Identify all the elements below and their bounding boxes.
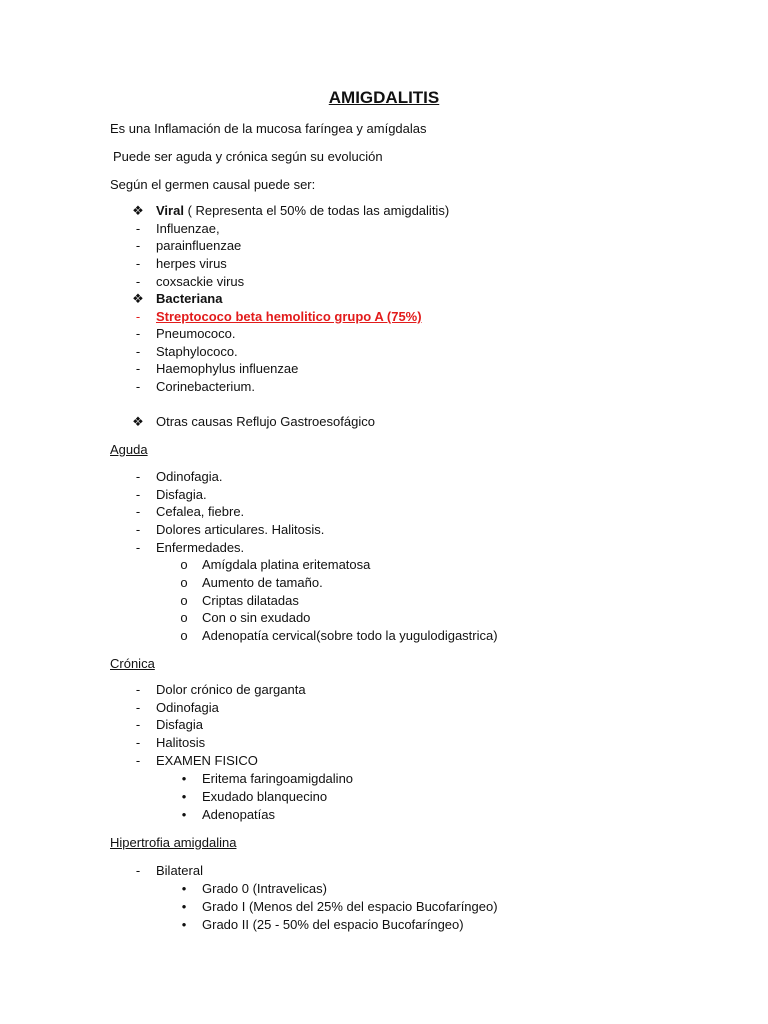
- list-item-text: Staphylococo.: [156, 344, 238, 359]
- circle-bullet-icon: o: [180, 575, 188, 590]
- circle-bullet-icon: o: [180, 593, 188, 608]
- bullet-icon: •: [181, 881, 187, 896]
- diamond-bullet-icon: ❖: [132, 414, 144, 429]
- sub-list-item-text: Eritema faringoamigdalino: [202, 771, 354, 786]
- dash-bullet-icon: -: [135, 274, 141, 289]
- bullet-icon: •: [181, 899, 187, 914]
- list-item-text: Dolores articulares. Halitosis.: [156, 522, 325, 537]
- dash-bullet-icon: -: [135, 469, 141, 484]
- list-item-text: Disfagia: [156, 717, 203, 732]
- list-item-text: Halitosis: [156, 735, 206, 750]
- list-item-text: Cefalea, fiebre.: [156, 504, 245, 519]
- list-item-text: Enfermedades.: [156, 540, 245, 555]
- intro-line-1: Es una Inflamación de la mucosa faríngea y amígdalas: [110, 121, 427, 136]
- intro-line-3: Según el germen causal puede ser:: [110, 177, 316, 192]
- list-item-text: Haemophylus influenzae: [156, 361, 299, 376]
- dash-bullet-icon: -: [135, 540, 141, 555]
- diamond-bullet-icon: ❖: [132, 203, 144, 218]
- highlighted-text: Streptococo beta hemolitico grupo A (75%): [156, 309, 422, 324]
- sub-list-item-text: Criptas dilatadas: [202, 593, 299, 608]
- section-heading-hipertrofia: Hipertrofia amigdalina: [110, 835, 237, 850]
- sub-list-item-text: Con o sin exudado: [202, 610, 311, 625]
- sub-list-item-text: Exudado blanquecino: [202, 789, 328, 804]
- dash-bullet-icon: -: [135, 682, 141, 697]
- section-heading-cronica: Crónica: [110, 656, 155, 671]
- list-item-text: Bilateral: [156, 863, 203, 878]
- list-item-text: Odinofagia: [156, 700, 219, 715]
- dash-bullet-icon: -: [135, 238, 141, 253]
- dash-bullet-icon: -: [135, 717, 141, 732]
- dash-bullet-icon: -: [135, 256, 141, 271]
- dash-bullet-icon: -: [135, 522, 141, 537]
- list-item-text: coxsackie virus: [156, 274, 245, 289]
- sub-list-item-text: Grado I (Menos del 25% del espacio Bucofaríngeo): [202, 899, 498, 914]
- sub-list-item-text: Adenopatía cervical(sobre todo la yugulodigastrica): [202, 628, 498, 643]
- sub-list-item-text: Grado II (25 - 50% del espacio Bucofaríngeo): [202, 917, 464, 932]
- dash-bullet-icon: -: [135, 735, 141, 750]
- dash-bullet-icon: -: [135, 221, 141, 236]
- dash-bullet-icon: -: [135, 700, 141, 715]
- intro-line-2: Puede ser aguda y crónica según su evolución: [113, 149, 383, 164]
- list-item-text: Dolor crónico de garganta: [156, 682, 306, 697]
- dash-bullet-icon: -: [135, 361, 141, 376]
- dash-bullet-icon: -: [135, 309, 141, 324]
- list-item-text: EXAMEN FISICO: [156, 753, 258, 768]
- dash-bullet-icon: -: [135, 504, 141, 519]
- list-item-text: Pneumococo.: [156, 326, 236, 341]
- list-item-text: Otras causas Reflujo Gastroesofágico: [156, 414, 375, 429]
- list-item-text: parainfluenzae: [156, 238, 242, 253]
- list-item-text: Influenzae,: [156, 221, 220, 236]
- list-item-text: herpes virus: [156, 256, 227, 271]
- dash-bullet-icon: -: [135, 344, 141, 359]
- list-item-text: Odinofagia.: [156, 469, 223, 484]
- list-item-text: Disfagia.: [156, 487, 207, 502]
- dash-bullet-icon: -: [135, 487, 141, 502]
- dash-bullet-icon: -: [135, 379, 141, 394]
- circle-bullet-icon: o: [180, 610, 188, 625]
- section-heading-aguda: Aguda: [110, 442, 148, 457]
- circle-bullet-icon: o: [180, 628, 188, 643]
- dash-bullet-icon: -: [135, 326, 141, 341]
- bullet-icon: •: [181, 807, 187, 822]
- bullet-icon: •: [181, 789, 187, 804]
- viral-label: Viral: [156, 203, 184, 218]
- diamond-bullet-icon: ❖: [132, 291, 144, 306]
- bullet-icon: •: [181, 917, 187, 932]
- bacterial-label: Bacteriana: [156, 291, 223, 306]
- list-item-text: Corinebacterium.: [156, 379, 255, 394]
- sub-list-item-text: Amígdala platina eritematosa: [202, 557, 371, 572]
- viral-description: ( Representa el 50% de todas las amigdalitis): [183, 203, 450, 218]
- bullet-icon: •: [181, 771, 187, 786]
- sub-list-item-text: Grado 0 (Intravelicas): [202, 881, 327, 896]
- document-title: AMIGDALITIS: [328, 88, 440, 107]
- circle-bullet-icon: o: [180, 557, 188, 572]
- dash-bullet-icon: -: [135, 863, 141, 878]
- dash-bullet-icon: -: [135, 753, 141, 768]
- sub-list-item-text: Aumento de tamaño.: [202, 575, 323, 590]
- sub-list-item-text: Adenopatías: [202, 807, 276, 822]
